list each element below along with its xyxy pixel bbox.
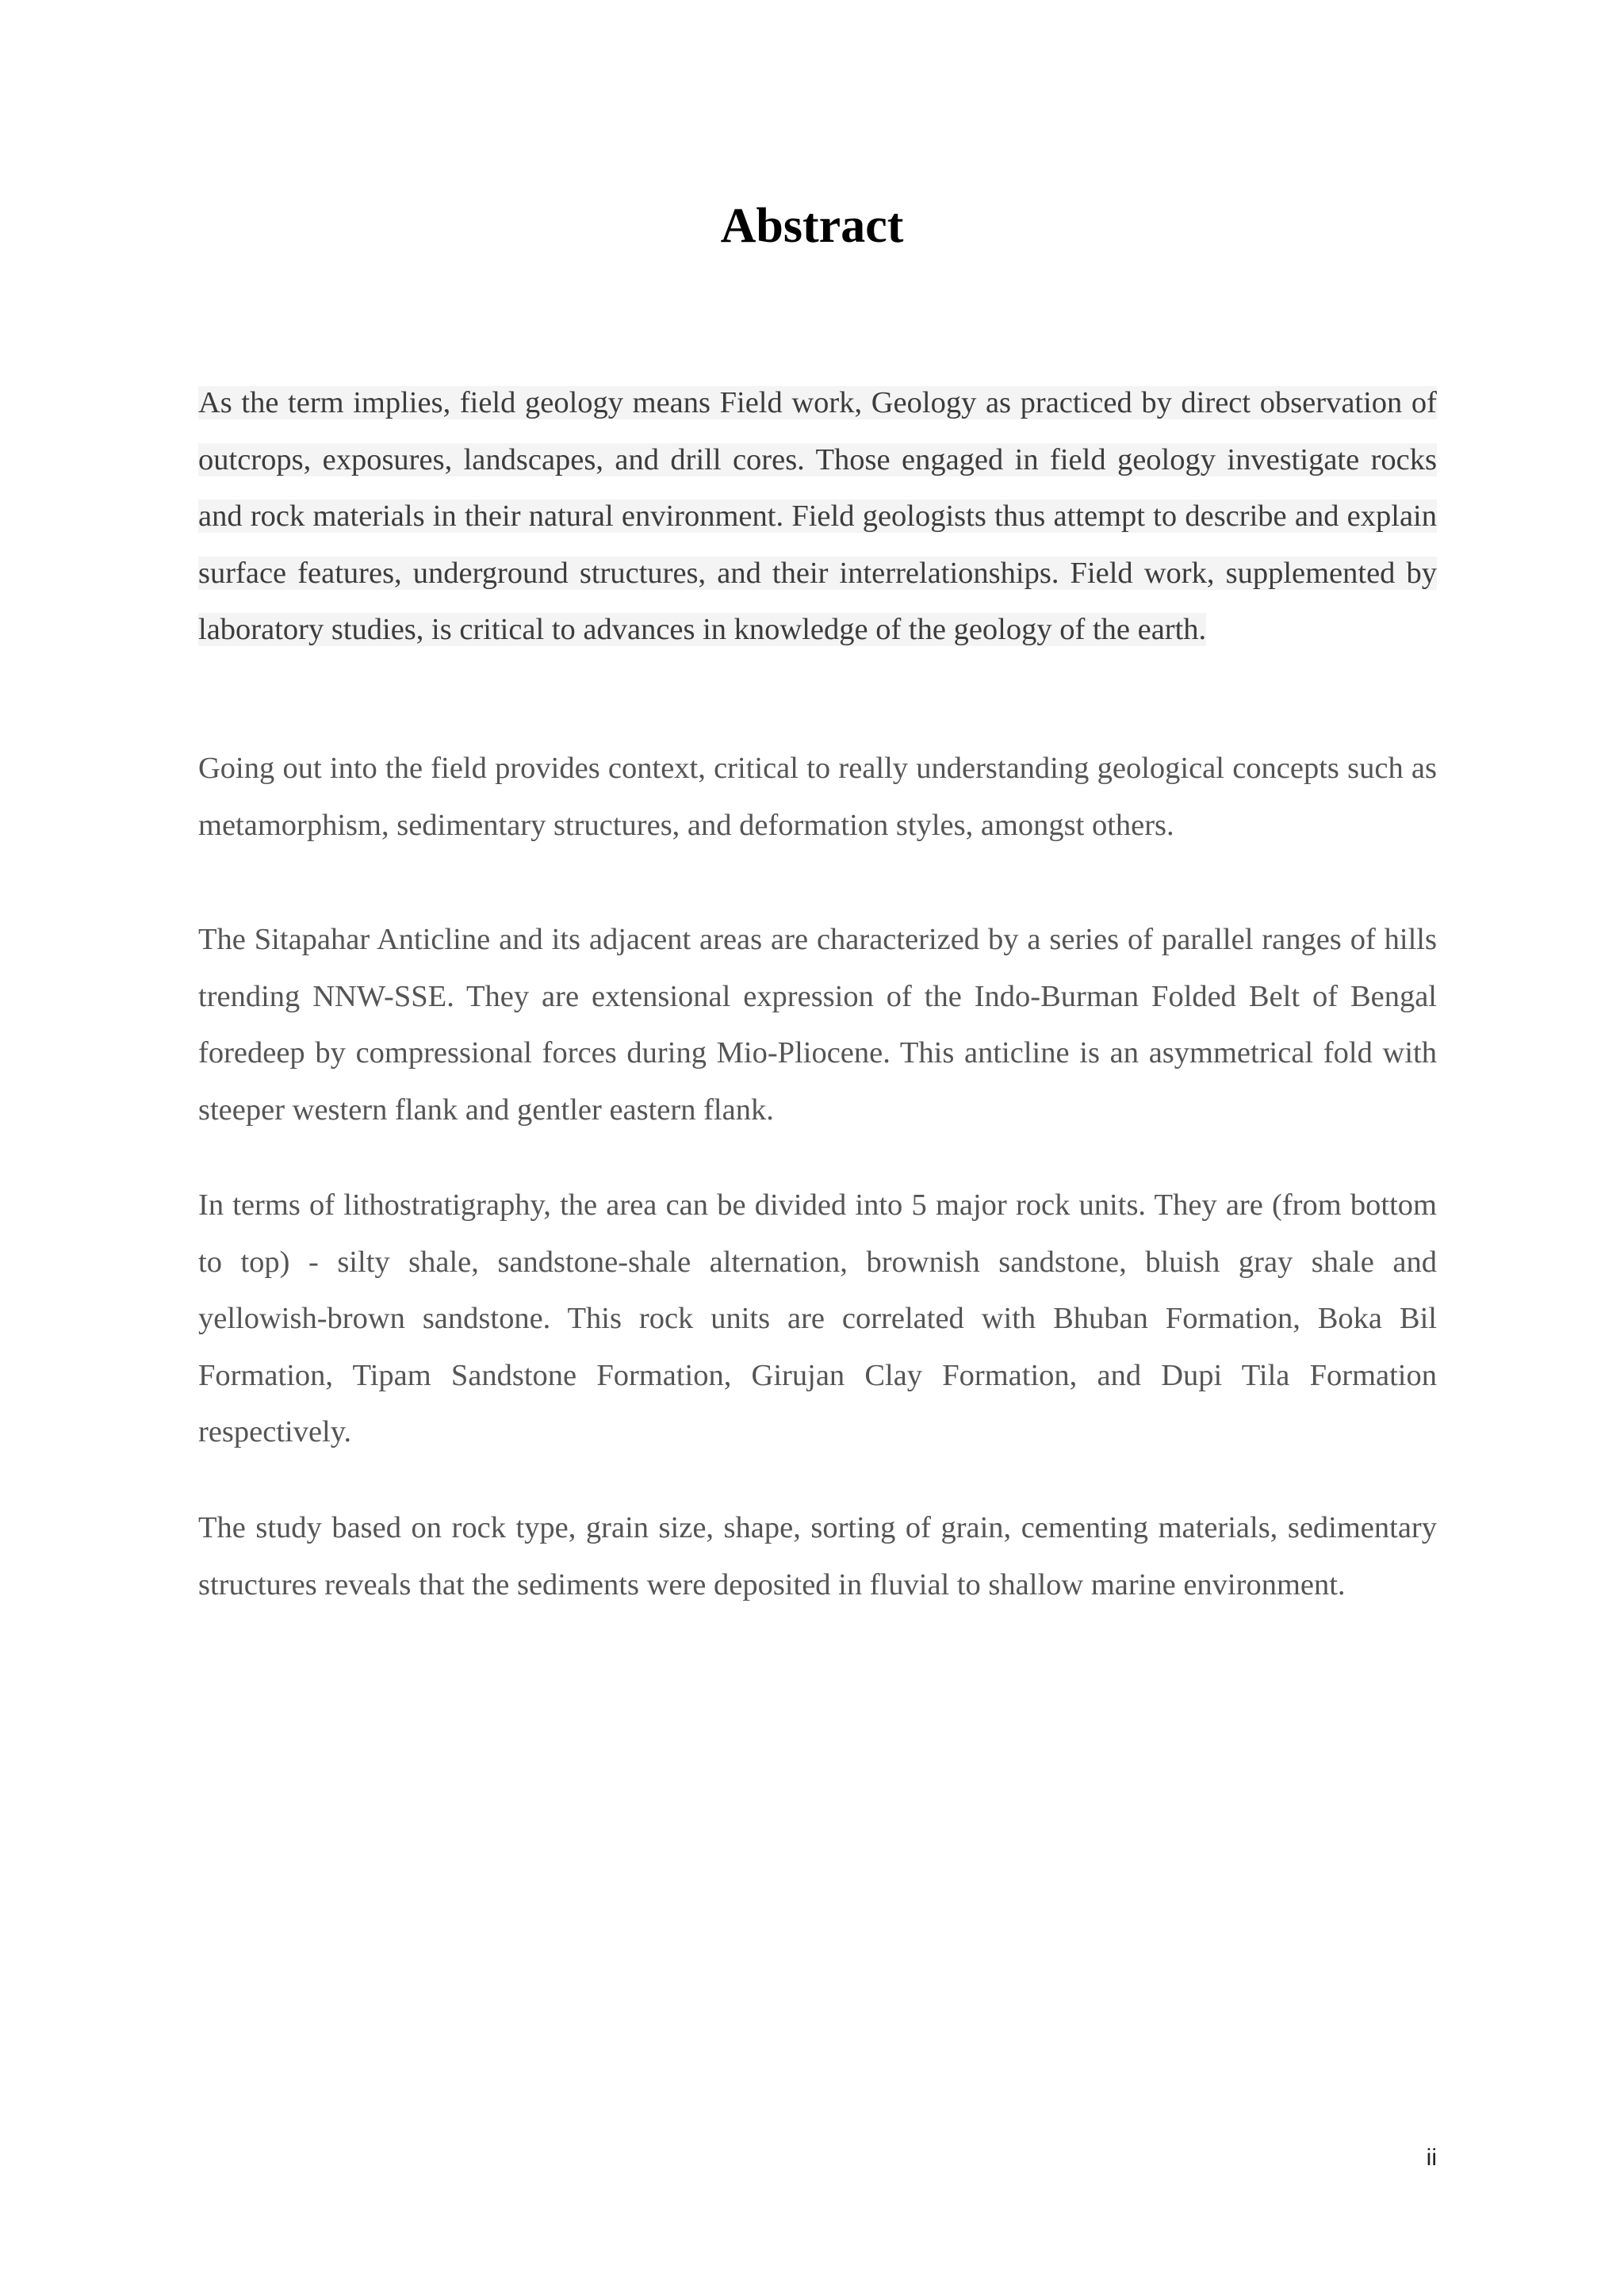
abstract-paragraph-2: Going out into the field provides context, critical to really understanding geological concepts such as metamorphism, sedimentary structures, and deformation styles, amongst others.: [198, 752, 1437, 842]
abstract-paragraph-3: The Sitapahar Anticline and its adjacent areas are characterized by a series of parallel ranges of hills trending NNW-SSE. They are extensional expression of the Indo-Burman Folded Belt of Bengal foredeep by compressional forces during Mio-Pliocene. This anticline is an asymmetrical fold with steeper western flank and gentler eastern flank.: [198, 923, 1437, 1127]
abstract-paragraph-5: The study based on rock type, grain size, shape, sorting of grain, cementing materials, sedimentary structures reveals that the sediments were deposited in fluvial to shallow marine environment.: [198, 1511, 1437, 1601]
abstract-paragraph-1: [198, 375, 1437, 659]
page-title: Abstract: [720, 199, 904, 253]
paragraph-text: As the term implies, field geology means Field work, Geology as practiced by direct observation of outcrops, exposures, landscapes, and drill cores. Those engaged in field geology investigate rocks and rock materials in their natural environment. Field geologists thus attempt to describe and explain surface features, underground structures, and their interrelationships. Field work, supplemented by laboratory studies, is critical to advances in knowledge of the geology of the earth.: [198, 386, 1437, 646]
abstract-paragraph-4: In terms of lithostratigraphy, the area can be divided into 5 major rock units. They are (from bottom to top) - silty shale, sandstone-shale alternation, brownish sandstone, bluish gray shale and yellowish-brown sandstone. This rock units are correlated with Bhuban Formation, Boka Bil Formation, Tipam Sandstone Formation, Girujan Clay Formation, and Dupi Tila Formation respectively.: [198, 1188, 1437, 1448]
page-number: ii: [1426, 2145, 1437, 2171]
